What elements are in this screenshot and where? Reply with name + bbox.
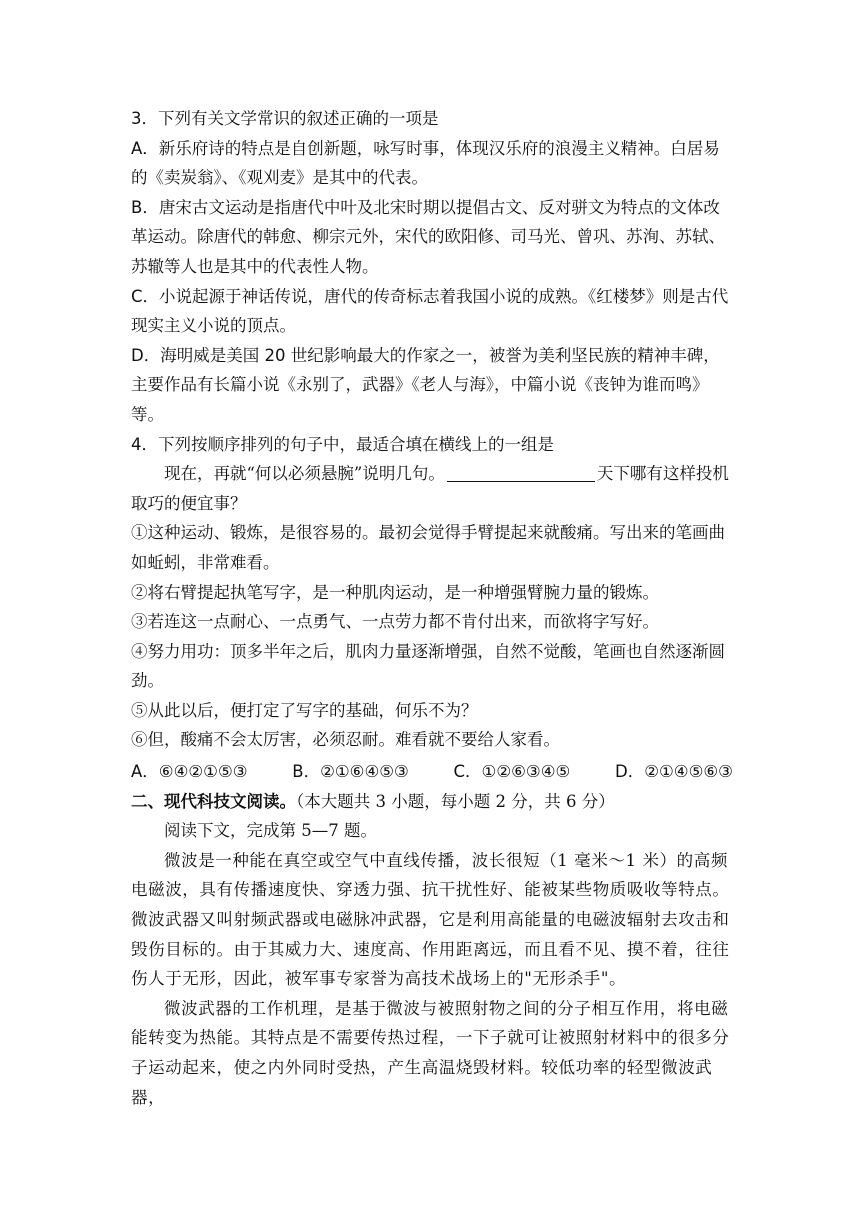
- choice-b: B．②①⑥④⑤③: [292, 762, 409, 782]
- sentence-2: ②将右臂提起执笔写字，是一种肌肉运动，是一种增强臂腕力量的锻炼。: [131, 582, 659, 602]
- sentence-3: ③若连这一点耐心、一点勇气、一点劳力都不肯付出来，而欲将字写好。: [131, 612, 659, 632]
- question-3-option-b: B．唐宋古文运动是指唐代中叶及北宋时期以提倡古文、反对骈文为特点的文体改革运动。除唐代的韩愈、柳宗元外，宋代的欧阳修、司马光、曾巩、苏洵、苏轼、苏辙等人也是其中的代表性人物。: [131, 197, 725, 276]
- question-3-option-c: C．小说起源于神话传说，唐代的传奇标志着我国小说的成熟。《红楼梦》则是古代现实主义小说的顶点。: [131, 286, 729, 336]
- sentence-5: ⑤从此以后，便打定了写字的基础，何乐不为？: [131, 700, 478, 720]
- choice-a: A．⑥④②①⑤③: [131, 762, 248, 782]
- question-4-choices: [131, 757, 733, 787]
- question-4-passage: [131, 459, 733, 518]
- page-content: [131, 104, 733, 1112]
- sentence-1: ①这种运动、锻炼，是很容易的。最初会觉得手臂提起来就酸痛。写出来的笔画曲如蚯蚓，非常难看。: [131, 523, 725, 572]
- question-3-option-a: A．新乐府诗的特点是自创新题，咏写时事，体现汉乐府的浪漫主义精神。白居易的《卖炭翁》、《观刈麦》是其中的代表。: [131, 138, 720, 188]
- choice-c: C．①②⑥③④⑤: [453, 762, 571, 782]
- section-2-title: 二、现代科技文阅读。: [131, 791, 296, 811]
- question-4-stem: 4．下列按顺序排列的句子中，最适合填在横线上的一组是: [131, 434, 554, 454]
- answer-blank-line: [447, 463, 595, 482]
- article-paragraph-2: 微波武器的工作机理，是基于微波与被照射物之间的分子相互作用，将电磁能转变为热能。其特点是不需要传热过程，一下子就可让被照射材料中的很多分子运动起来，使之内外同时受热，产生高温烧毁材料。较低功率的轻型微波武器，: [131, 998, 730, 1107]
- passage-before-blank: 现在，再就“何以必须悬腕”说明几句。: [164, 464, 445, 484]
- question-3-stem: 3．下列有关文学常识的叙述正确的一项是: [131, 109, 439, 128]
- sentence-6: ⑥但，酸痛不会太厉害，必须忍耐。难看就不要给人家看。: [131, 730, 560, 750]
- section-2-note: （本大题共 3 小题，每小题 2 分，共 6 分）: [296, 791, 615, 811]
- passage-after-blank: 天下哪有这样投机取巧的便宜事？: [131, 464, 729, 513]
- choice-d: D．②①④⑤⑥③: [615, 762, 733, 782]
- question-3-option-d: D．海明威是美国 20 世纪影响最大的作家之一，被誉为美利坚民族的精神丰碑，主要作品有长篇小说《永别了，武器》《老人与海》，中篇小说《丧钟为谁而鸣》等。: [131, 345, 720, 424]
- article-paragraph-1: 微波是一种能在真空或空气中直线传播，波长很短（1 毫米～1 米）的高频电磁波，具有传播速度快、穿透力强、抗干扰性好、能被某些物质吸收等特点。微波武器又叫射频武器或电磁脉冲武器，它是利用高能量的电磁波辐射去攻击和毁伤目标的。由于其威力大、速度高、作用距离远，而且看不见、摸不着，往往伤人于无形，因此，被军事专家誉为高技术战场上的"无形杀手"。: [131, 850, 730, 989]
- section-2-heading: [131, 787, 733, 817]
- reading-instruction: 阅读下文，完成第 5—7 题。: [164, 821, 377, 841]
- sentence-4: ④努力用功：顶多半年之后，肌肉力量逐渐增强，自然不觉酸，笔画也自然逐渐圆劲。: [131, 641, 725, 691]
